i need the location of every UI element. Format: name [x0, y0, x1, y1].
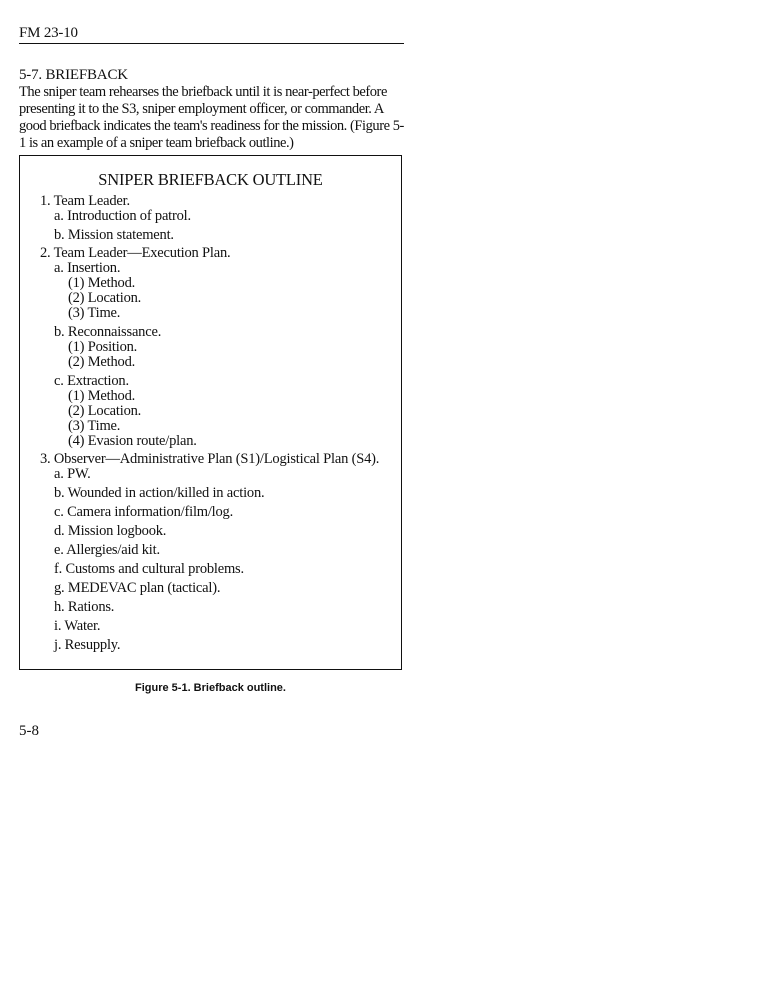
outline-title: SNIPER BRIEFBACK OUTLINE	[98, 170, 323, 189]
outline-subitem-label: c. Camera information/film/log.	[54, 504, 234, 520]
outline-subitem	[54, 505, 390, 520]
outline-subsublist	[54, 389, 390, 449]
outline-subsubitem: (1) Position.	[68, 339, 138, 355]
outline-subitem-label: a. Insertion.	[54, 260, 121, 276]
outline-subitem-label: d. Mission logbook.	[54, 523, 167, 539]
outline-subitem	[54, 374, 390, 449]
figure-caption: Figure 5-1. Briefback outline.	[135, 682, 286, 694]
outline-subitem-label: a. PW.	[54, 466, 91, 482]
outline-subitem	[54, 562, 390, 577]
outline-item-label: 2. Team Leader—Execution Plan.	[40, 245, 231, 261]
outline-item-label: 1. Team Leader.	[40, 193, 130, 209]
outline-subitem	[54, 581, 390, 596]
outline-subitem	[54, 543, 390, 558]
section-5-7	[19, 66, 406, 152]
outline-subsublist	[54, 276, 390, 321]
outline-subitem-label: f. Customs and cultural problems.	[54, 561, 244, 577]
outline-subitem-label: e. Allergies/aid kit.	[54, 542, 160, 558]
outline-subitem-label: j. Resupply.	[54, 637, 121, 653]
outline-sublist	[40, 467, 390, 653]
outline-subsubitem: (2) Location.	[68, 290, 142, 306]
outline-subitem	[54, 261, 390, 321]
outline-subsubitem: (2) Location.	[68, 403, 142, 419]
outline-subitem-label: h. Rations.	[54, 599, 115, 615]
outline-subitem	[54, 209, 390, 224]
outline-subitem-label: b. Wounded in action/killed in action.	[54, 485, 265, 501]
outline-item-label: 3. Observer—Administrative Plan (S1)/Logistical Plan (S4).	[40, 451, 380, 467]
outline-subitem-label: a. Introduction of patrol.	[54, 208, 191, 224]
outline-subsubitem: (3) Time.	[68, 418, 121, 434]
outline-subsubitem: (2) Method.	[68, 354, 136, 370]
outline-subitem-label: b. Reconnaissance.	[54, 324, 162, 340]
outline-subitem	[54, 524, 390, 539]
outline-sublist	[40, 261, 390, 449]
outline-subitem	[54, 638, 390, 653]
outline-subsubitem: (3) Time.	[68, 305, 121, 321]
figure-5-1-box	[19, 155, 402, 670]
outline-subitem-label: g. MEDEVAC plan (tactical).	[54, 580, 221, 596]
page-number: 5-8	[19, 723, 39, 739]
outline-subitem	[54, 325, 390, 370]
outline-subitem-label: i. Water.	[54, 618, 101, 634]
outline-item	[40, 452, 390, 653]
outline-subsubitem: (1) Method.	[68, 275, 136, 291]
outline-list	[40, 194, 390, 653]
outline-sublist	[40, 209, 390, 243]
outline-subitem	[54, 467, 390, 482]
outline-subsublist	[54, 340, 390, 370]
outline-subsubitem: (1) Method.	[68, 388, 136, 404]
outline-subitem-label: c. Extraction.	[54, 373, 129, 389]
outline-subsubitem: (4) Evasion route/plan.	[68, 433, 197, 449]
outline-item	[40, 246, 390, 449]
outline-item	[40, 194, 390, 243]
outline-subitem-label: b. Mission statement.	[54, 227, 174, 243]
outline-subitem	[54, 619, 390, 634]
outline-subitem	[54, 228, 390, 243]
outline-subitem	[54, 486, 390, 501]
section-body: The sniper team rehearses the briefback until it is near-perfect before presenting it to the S3, sniper employment officer, or commander. A good briefback indicates the team's readiness for the mission. (Figure 5-1 is an example of a sniper team briefback outline.)	[19, 84, 404, 151]
outline-subitem	[54, 600, 390, 615]
running-head: FM 23-10	[19, 24, 404, 44]
section-title: 5-7. BRIEFBACK	[19, 67, 128, 83]
